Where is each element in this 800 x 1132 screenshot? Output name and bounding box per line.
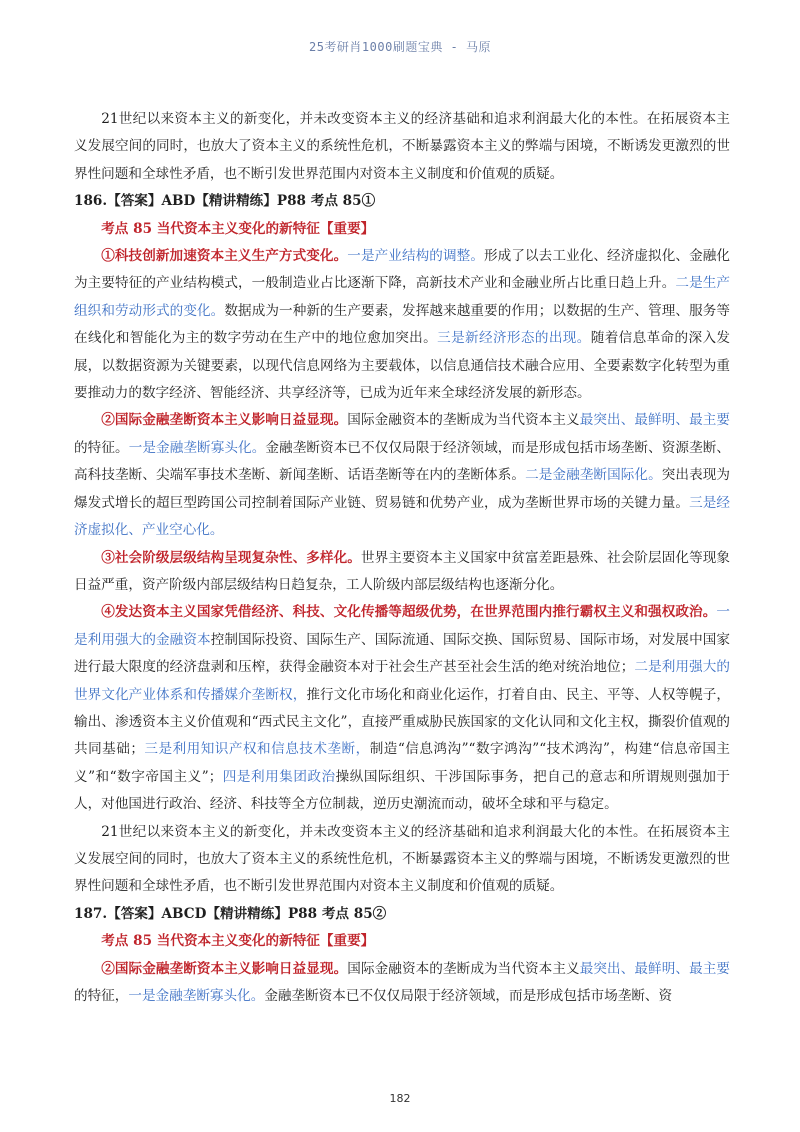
point-4-text: 操纵国际组织、干涉国际事务，把自己的意志和所谓规则强加于人，对他国进行政治、经济、科技等全方位制裁，逆历史潮流而动，破坏全球和平与稳定。 bbox=[74, 768, 731, 813]
point-1-text: 控制国际投资、国际生产、国际流通、国际交换、国际贸易、国际市场，对发展中国家进行最大限度的经济盘剥和压榨，获得金融资本对于社会生产甚至社会生活的绝对统治地位； bbox=[74, 631, 731, 676]
section-heading: ②国际金融垄断资本主义影响日益显现。 bbox=[101, 960, 348, 977]
point-3-text: 制造“信息鸿沟”“数字鸿沟”“技术鸿沟”，构建“信息帝国主义”和“数字帝国主义”； bbox=[74, 741, 731, 785]
point-1-text: 金融垄断资本已不仅仅局限于经济领域，而是形成包括市场垄断、资 bbox=[264, 988, 673, 1004]
section-emphasis: 最突出、最鲜明、最主要 bbox=[579, 960, 731, 977]
section-1 bbox=[74, 243, 730, 407]
kaodian-heading: 考点 85 当代资本主义变化的新特征【重要】 bbox=[101, 933, 375, 950]
section-2-intro: 国际金融资本的垄断成为当代资本主义 bbox=[347, 412, 580, 429]
point-4: 四是利用集团政治 bbox=[222, 768, 336, 785]
answer-187: 187.【答案】ABCD【精讲精练】P88 考点 85② bbox=[74, 905, 387, 922]
point-2-text: 推行文化市场化和商业化运作，打着自由、民主、平等、人权等幌子，输出、渗透资本主义价值观和“西式民主文化”，直接严重威胁民族国家的文化认同和文化主权，撕裂价值观的共同基础； bbox=[74, 686, 730, 758]
point-2: 二是生产组织和劳动形式的变化。 bbox=[74, 275, 731, 319]
section-2 bbox=[74, 407, 730, 544]
point-1: 一是金融垄断寡头化。 bbox=[128, 988, 265, 1004]
page-content bbox=[74, 106, 730, 1010]
section-2-intro-end: 的特征。 bbox=[74, 439, 129, 456]
section-2-emphasis: 最突出、最鲜明、最主要 bbox=[579, 412, 731, 429]
page-header: 25考研肖1000刷题宝典 - 马原 bbox=[308, 40, 492, 54]
section-3 bbox=[74, 545, 730, 600]
page-number: 182 bbox=[389, 1092, 411, 1105]
point-1: 一是金融垄断寡头化。 bbox=[128, 439, 266, 456]
point-3: 三是新经济形态的出现。 bbox=[437, 330, 591, 347]
kaodian-heading: 考点 85 当代资本主义变化的新特征【重要】 bbox=[101, 220, 375, 237]
section-3-heading: ③社会阶级层级结构呈现复杂性、多样化。 bbox=[101, 549, 361, 566]
point-3: 三是利用知识产权和信息技术垄断， bbox=[143, 741, 370, 758]
point-1-text: 形成了以去工业化、经济虚拟化、金融化为主要特征的产业结构模式，一般制造业占比逐渐下降，高新技术产业和金融业所占比重日趋上升。 bbox=[74, 248, 731, 292]
paragraph-summary: 21世纪以来资本主义的新变化，并未改变资本主义的经济基础和追求利润最大化的本性。在拓展资本主义发展空间的同时，也放大了资本主义的系统性危机，不断暴露资本主义的弊端与困境，不断诱发更激烈的世界性问题和全球性矛盾，也不断引发世界范围内对资本主义制度和价值观的质疑。 bbox=[74, 823, 730, 895]
section-3-text: 世界主要资本主义国家中贫富差距悬殊、社会阶层固化等现象日益严重，资产阶级内部层级结构日趋复杂，工人阶级内部层级结构也逐渐分化。 bbox=[74, 549, 731, 593]
point-3-text: 随着信息革命的深入发展，以数据资源为关键要素，以现代信息网络为主要载体，以信息通信技术融合应用、全要素数字化转型为重要推动力的数字经济、智能经济、共享经济等，已成为近年来全球经济发展的新形态。 bbox=[74, 330, 731, 402]
point-1: 一是利用强大的金融资本 bbox=[74, 604, 730, 648]
section-4 bbox=[74, 599, 730, 818]
point-3: 三是经济虚拟化、产业空心化。 bbox=[74, 494, 731, 539]
section-4-heading: ④发达资本主义国家凭借经济、科技、文化传播等超级优势，在世界范围内推行霸权主义和强权政治。 bbox=[101, 604, 717, 621]
section-1-heading: ①科技创新加速资本主义生产方式变化。 bbox=[101, 248, 348, 265]
paragraph-summary: 21世纪以来资本主义的新变化，并未改变资本主义的经济基础和追求利润最大化的本性。在拓展资本主义发展空间的同时，也放大了资本主义的系统性危机，不断暴露资本主义的弊端与困境，不断诱发更激烈的世界性问题和全球性矛盾，也不断引发世界范围内对资本主义制度和价值观的质疑。 bbox=[74, 111, 730, 182]
point-2-text: 突出表现为爆发式增长的超巨型跨国公司控制着国际产业链、贸易链和优势产业，成为垄断世界市场的关键力量。 bbox=[74, 467, 731, 511]
section-intro-end: 的特征， bbox=[74, 988, 129, 1004]
point-2-text: 数据成为一种新的生产要素，发挥越来越重要的作用；以数据的生产、管理、服务等在线化和智能化为主的数字劳动在生产中的地位愈加突出。 bbox=[74, 302, 731, 347]
section-2-repeat bbox=[74, 956, 730, 1011]
point-1-text: 金融垄断资本已不仅仅局限于经济领域，而是形成包括市场垄断、资源垄断、高科技垄断、尖端军事技术垄断、新闻垄断、话语垄断等在内的垄断体系。 bbox=[74, 439, 731, 484]
point-2: 二是利用强大的世界文化产业体系和传播媒介垄断权， bbox=[74, 659, 731, 703]
section-intro: 国际金融资本的垄断成为当代资本主义 bbox=[347, 960, 580, 977]
point-2: 二是金融垄断国际化。 bbox=[525, 467, 662, 484]
point-1: 一是产业结构的调整。 bbox=[347, 248, 484, 265]
section-2-heading: ②国际金融垄断资本主义影响日益显现。 bbox=[101, 412, 348, 429]
answer-186: 186.【答案】ABD【精讲精练】P88 考点 85① bbox=[74, 193, 376, 210]
